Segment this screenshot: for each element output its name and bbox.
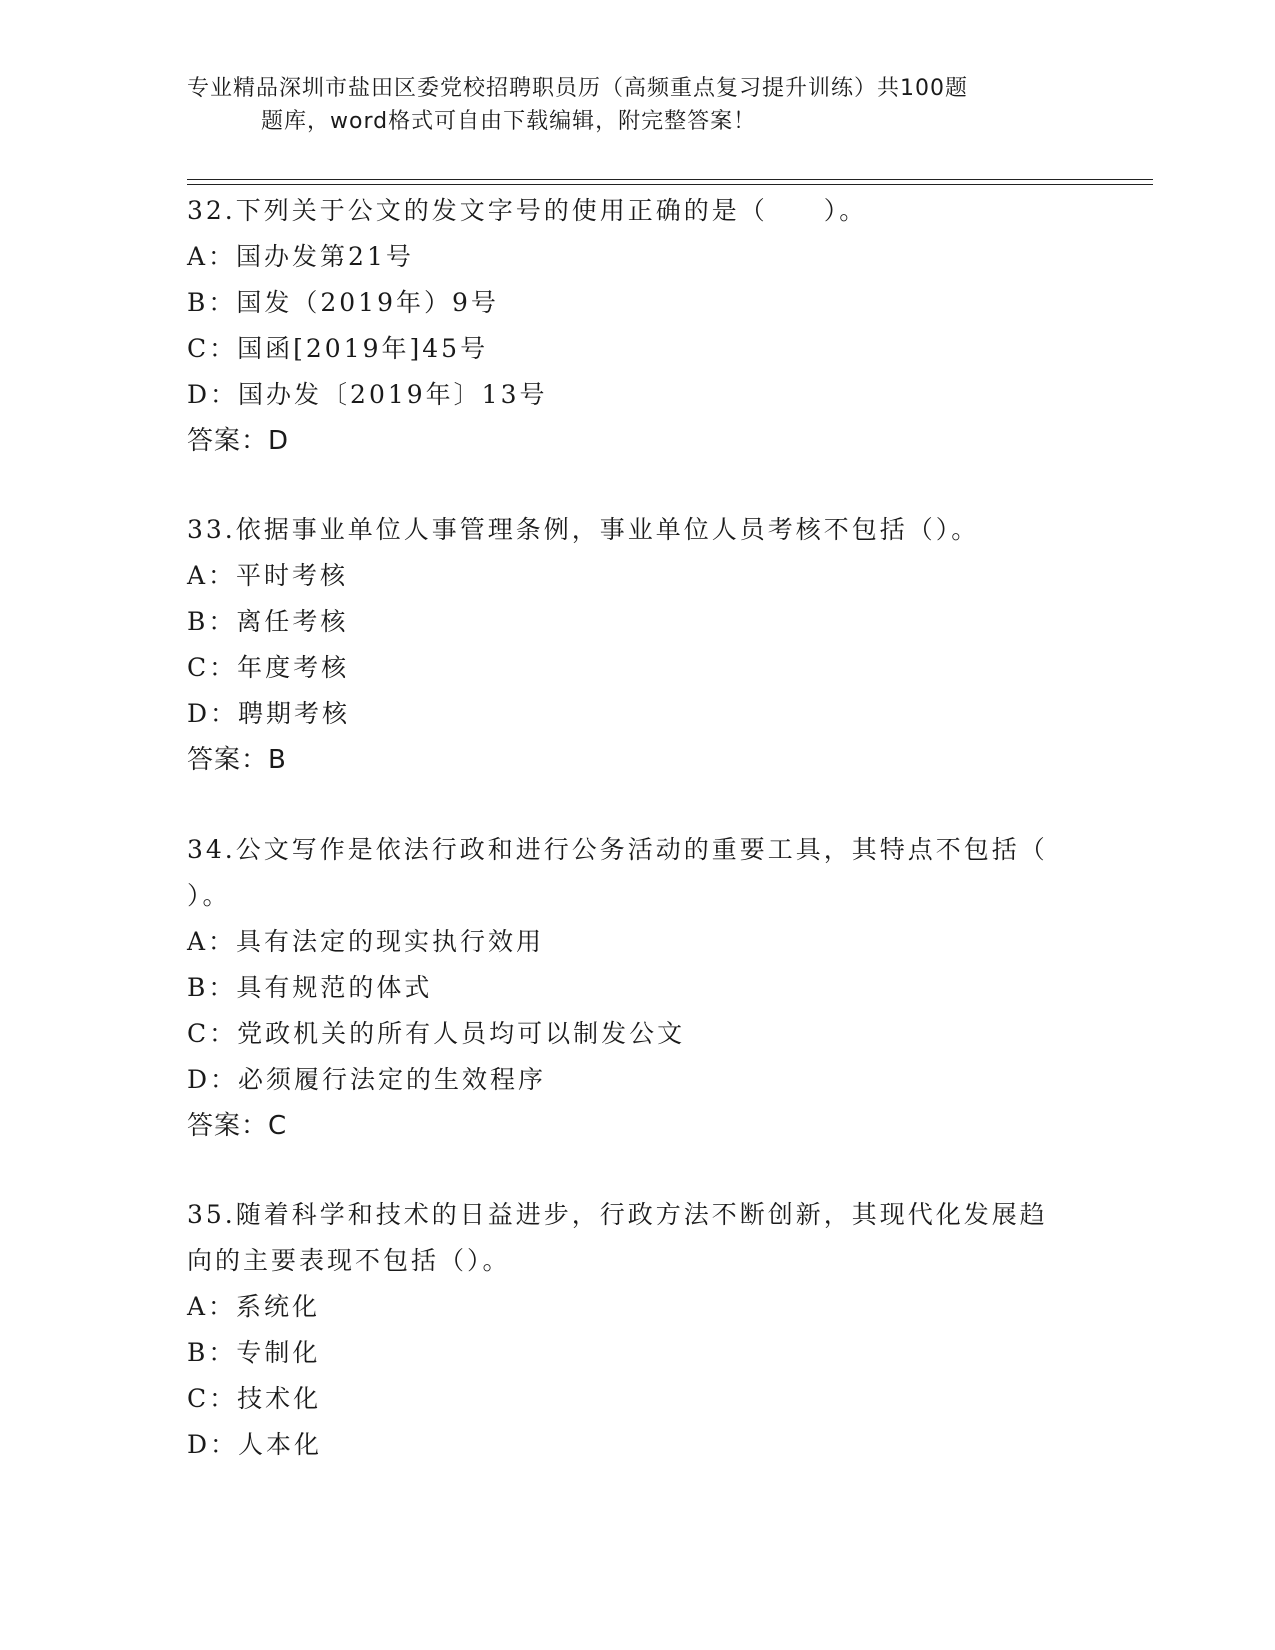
option-a: A：国办发第21号 (187, 242, 414, 271)
option-d: D：人本化 (187, 1430, 323, 1459)
option-a: A：系统化 (187, 1292, 321, 1321)
option-c: C：党政机关的所有人员均可以制发公文 (187, 1019, 686, 1048)
question-stem-line-2: 向的主要表现不包括（）。 (187, 1246, 511, 1275)
header-title-line-2: 题库，word格式可自由下载编辑，附完整答案！ (261, 109, 757, 134)
answer-text: 答案：C (187, 1111, 288, 1141)
document-header (187, 72, 1047, 138)
option-c: C：年度考核 (187, 653, 350, 682)
question-34 (187, 827, 1087, 1149)
option-b: B：专制化 (187, 1338, 321, 1367)
question-32 (187, 188, 1087, 464)
option-b: B：离任考核 (187, 607, 349, 636)
question-stem-line-1: 34.公文写作是依法行政和进行公务活动的重要工具，其特点不包括（ (187, 835, 1048, 864)
header-title-line-1: 专业精品深圳市盐田区委党校招聘职员历（高频重点复习提升训练）共100题 (187, 76, 968, 101)
option-c: C：技术化 (187, 1384, 322, 1413)
option-b: B：具有规范的体式 (187, 973, 433, 1002)
option-d: D：必须履行法定的生效程序 (187, 1065, 547, 1094)
question-stem: 32.下列关于公文的发文字号的使用正确的是（ ）。 (187, 196, 868, 225)
answer-text: 答案：D (187, 426, 290, 456)
question-stem-line-1: 35.随着科学和技术的日益进步，行政方法不断创新，其现代化发展趋 (187, 1200, 1048, 1229)
header-divider-bottom (187, 184, 1153, 185)
option-d: D：国办发〔2019年〕13号 (187, 380, 548, 409)
option-a: A：平时考核 (187, 561, 349, 590)
question-stem-line-2: ）。 (187, 881, 231, 910)
header-divider-top (187, 179, 1153, 180)
option-a: A：具有法定的现实执行效用 (187, 927, 545, 956)
question-stem: 33.依据事业单位人事管理条例，事业单位人员考核不包括（）。 (187, 515, 980, 544)
option-c: C：国函[2019年]45号 (187, 334, 489, 363)
answer-text: 答案：B (187, 745, 287, 775)
question-35 (187, 1192, 1087, 1468)
option-b: B：国发（2019年）9号 (187, 288, 499, 317)
option-d: D：聘期考核 (187, 699, 351, 728)
question-33 (187, 507, 1087, 783)
